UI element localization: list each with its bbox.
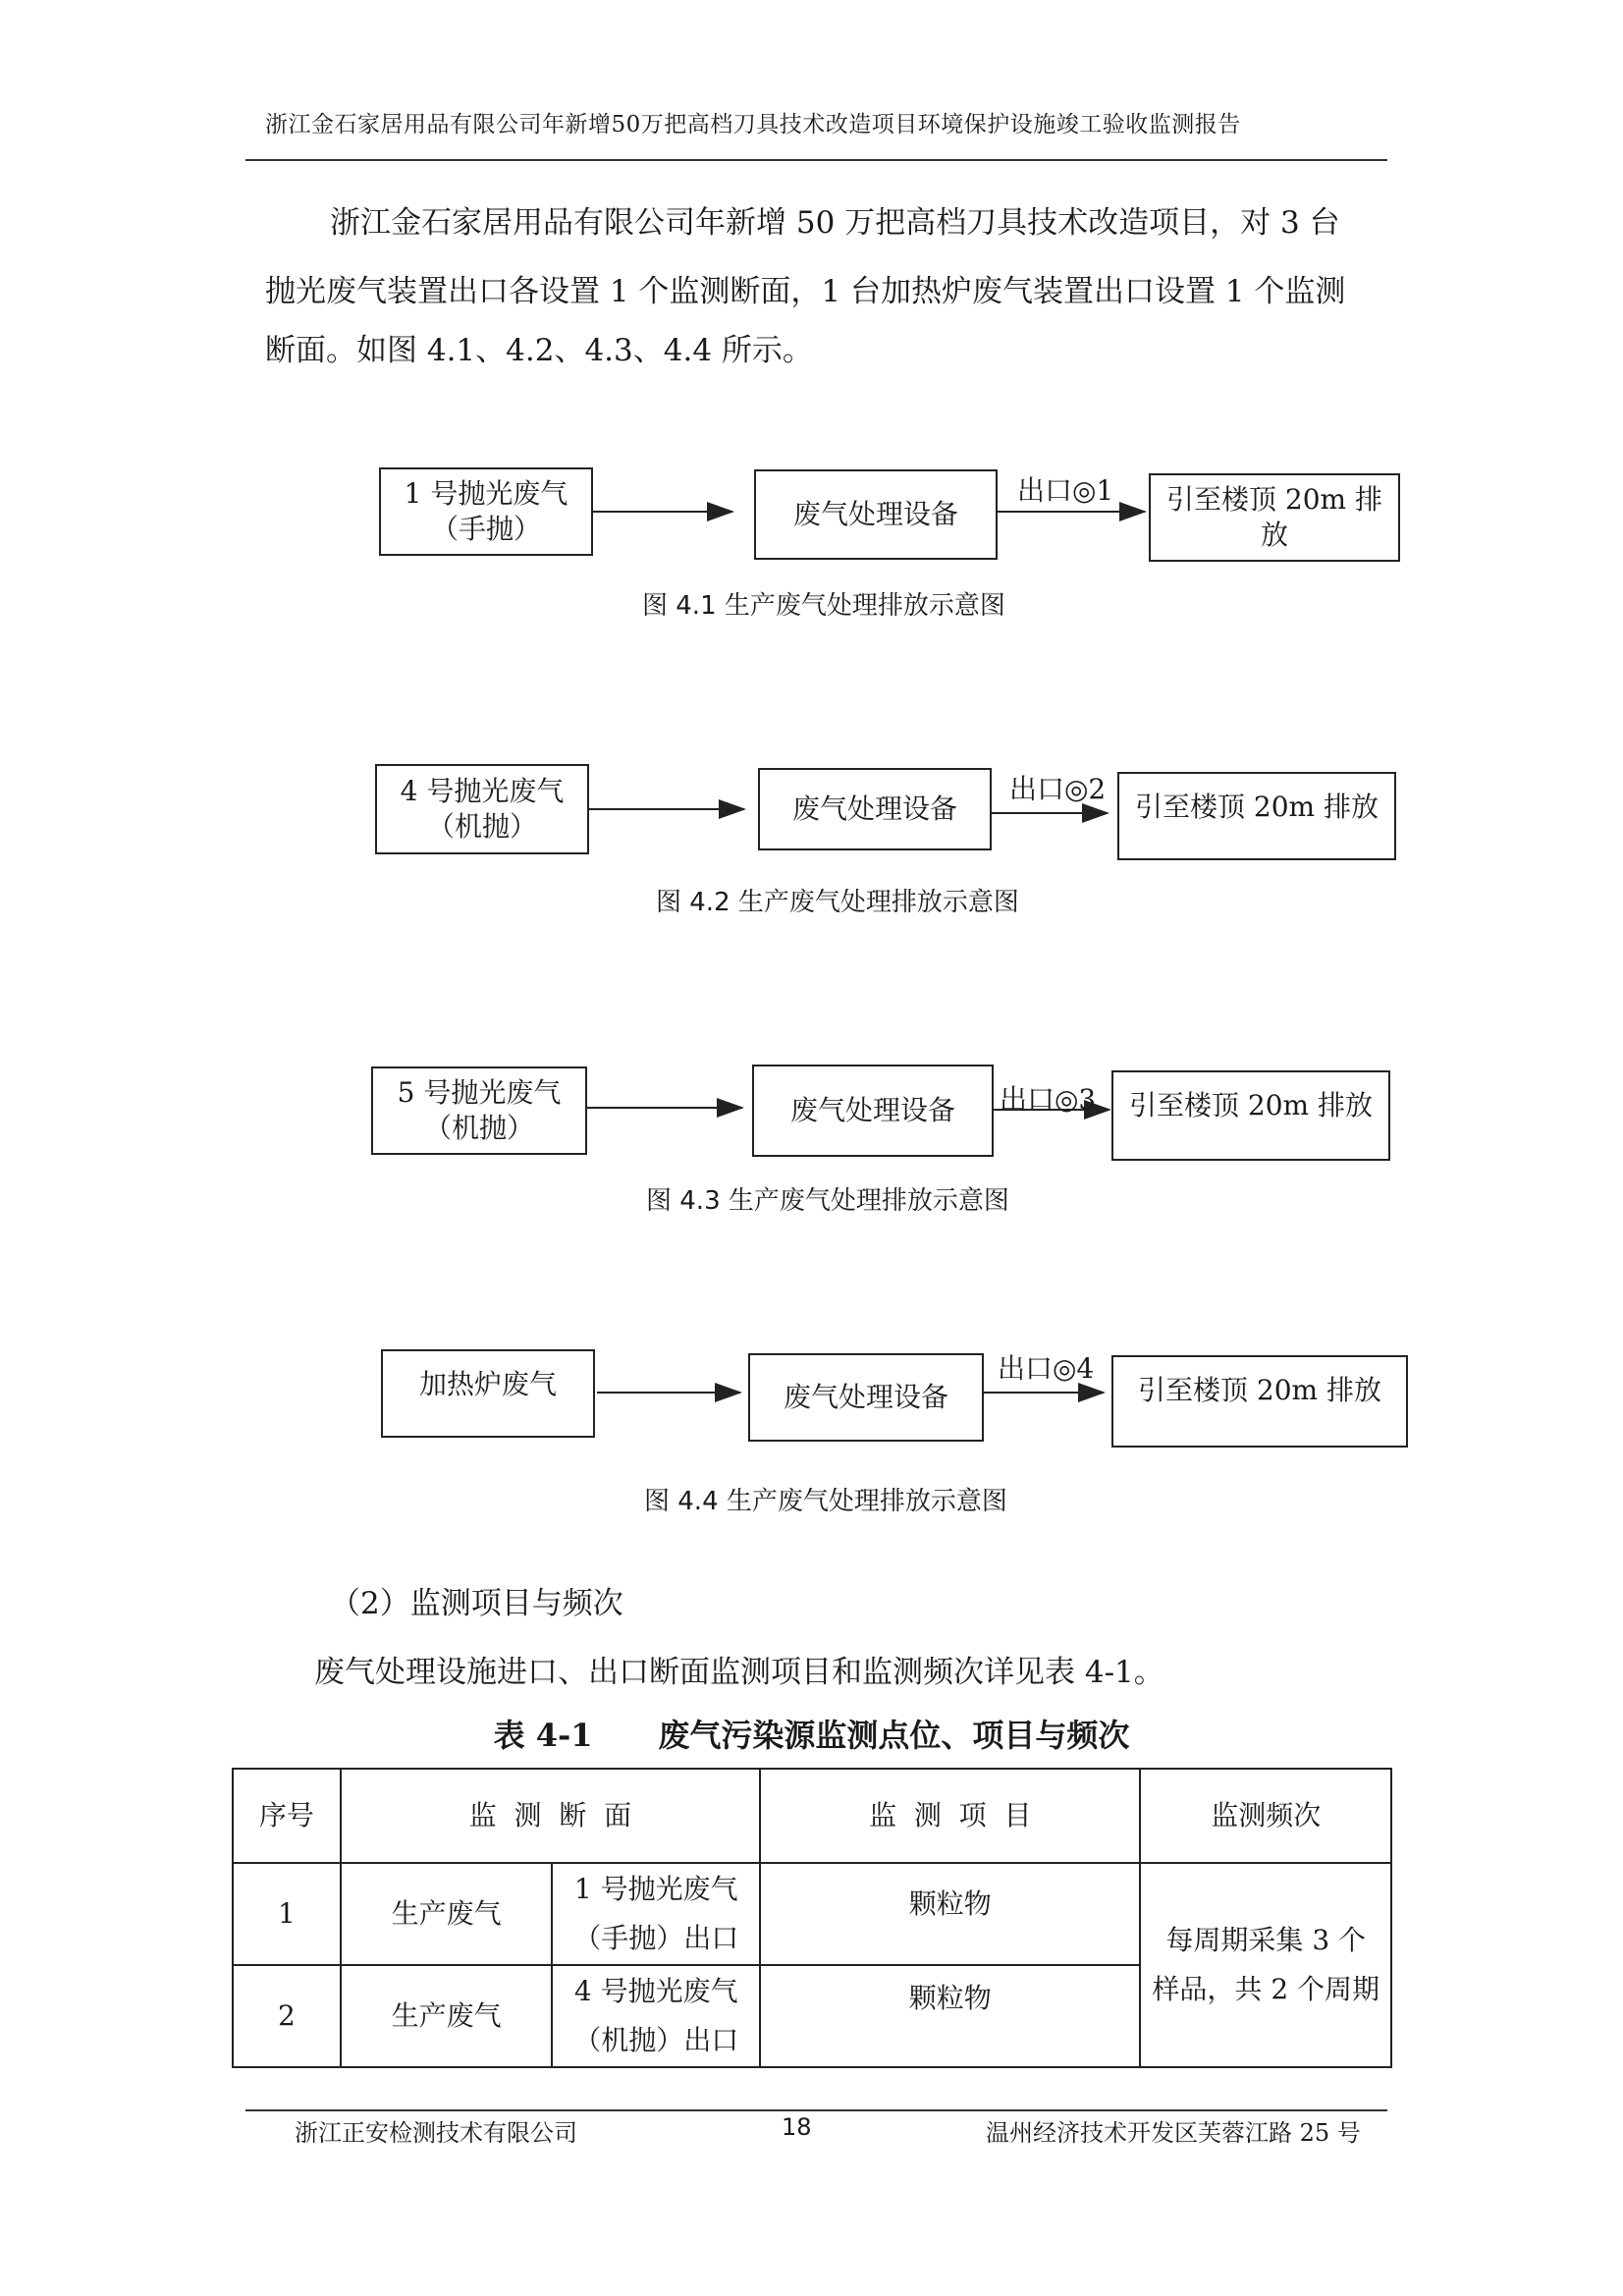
intro-line-1: 浙江金石家居用品有限公司年新增 50 万把高档刀具技术改造项目，对 3 台 bbox=[330, 205, 1340, 241]
diagram-1-process-label: 废气处理设备 bbox=[792, 498, 958, 530]
header-no: 序号 bbox=[233, 1769, 341, 1863]
diagram-1-process-box bbox=[754, 469, 998, 560]
table-caption: 表 4-1 废气污染源监测点位、项目与频次 bbox=[493, 1717, 1130, 1754]
diagram-1-source-line2: （手抛） bbox=[430, 513, 541, 545]
diagram-4-outlet-label: 出口◎4 bbox=[998, 1352, 1095, 1385]
header-items: 监 测 项 目 bbox=[760, 1769, 1140, 1863]
diagram-4-process-box bbox=[748, 1353, 984, 1442]
diagram-1-outlet-label: 出口◎1 bbox=[1017, 474, 1114, 507]
diagram-4-dest-line1: 引至楼顶 20m 排放 bbox=[1138, 1374, 1381, 1406]
diagram-4-dest-box bbox=[1111, 1355, 1408, 1448]
diagram-1-source-box bbox=[379, 467, 593, 556]
report-header: 浙江金石家居用品有限公司年新增50万把高档刀具技术改造项目环境保护设施竣工验收监测报告 bbox=[265, 112, 1241, 137]
footer-divider bbox=[245, 2109, 1387, 2111]
table-row bbox=[233, 1863, 1391, 1965]
figure-4-4-caption: 图 4.4 生产废气处理排放示意图 bbox=[644, 1487, 1007, 1516]
row-1-point-line1: 1 号抛光废气 bbox=[573, 1873, 738, 1905]
row-1-item: 颗粒物 bbox=[760, 1863, 1140, 1965]
diagram-3-dest-box bbox=[1111, 1070, 1390, 1161]
frequency-line1: 每周期采集 3 个 bbox=[1165, 1924, 1367, 1956]
diagram-2-source-line2: （机抛） bbox=[426, 810, 537, 843]
diagram-4-source-line1: 加热炉废气 bbox=[418, 1368, 557, 1400]
figure-4-3-caption: 图 4.3 生产废气处理排放示意图 bbox=[646, 1186, 1009, 1216]
figure-4-2-caption: 图 4.2 生产废气处理排放示意图 bbox=[656, 888, 1019, 917]
diagram-2-source-box bbox=[375, 764, 589, 854]
diagram-3-dest-line1: 引至楼顶 20m 排放 bbox=[1129, 1089, 1373, 1121]
row-2-point-line1: 4 号抛光废气 bbox=[573, 1975, 738, 2007]
section-text: 废气处理设施进口、出口断面监测项目和监测频次详见表 4-1。 bbox=[314, 1655, 1164, 1690]
diagram-1-dest-line1: 引至楼顶 20m 排 bbox=[1166, 483, 1382, 516]
diagram-2-source-line1: 4 号抛光废气 bbox=[400, 775, 565, 807]
diagram-3-source-box bbox=[371, 1066, 587, 1155]
row-2-no: 2 bbox=[233, 1965, 341, 2067]
intro-line-3: 断面。如图 4.1、4.2、4.3、4.4 所示。 bbox=[265, 333, 813, 368]
diagram-3-source-line1: 5 号抛光废气 bbox=[397, 1076, 562, 1109]
diagram-4-source-box bbox=[381, 1349, 595, 1438]
row-1-point-line2: （手抛）出口 bbox=[573, 1922, 739, 1954]
diagram-1-dest-line2: 放 bbox=[1260, 519, 1288, 551]
diagram-3-process-box bbox=[752, 1065, 994, 1157]
diagram-2-process-label: 废气处理设备 bbox=[791, 793, 957, 825]
diagram-1-dest-box bbox=[1149, 473, 1400, 562]
diagram-3-source-line2: （机抛） bbox=[423, 1112, 534, 1144]
diagram-3-outlet-label: 出口◎3 bbox=[1000, 1083, 1097, 1116]
intro-line-2: 抛光废气装置出口各设置 1 个监测断面，1 台加热炉废气装置出口设置 1 个监测 bbox=[265, 274, 1346, 309]
figure-4-1-caption: 图 4.1 生产废气处理排放示意图 bbox=[642, 591, 1005, 621]
monitoring-table bbox=[232, 1768, 1392, 2068]
header-section: 监 测 断 面 bbox=[341, 1769, 760, 1863]
row-2-type: 生产废气 bbox=[341, 1965, 553, 2067]
row-2-point-line2: （机抛）出口 bbox=[573, 2024, 739, 2056]
header-frequency: 监测频次 bbox=[1140, 1769, 1391, 1863]
diagram-2-dest-line1: 引至楼顶 20m 排放 bbox=[1135, 791, 1379, 823]
footer-page-number: 18 bbox=[782, 2113, 812, 2141]
diagram-1-source-line1: 1 号抛光废气 bbox=[404, 477, 568, 510]
table-header-row bbox=[233, 1769, 1391, 1863]
diagram-3-process-label: 废气处理设备 bbox=[789, 1094, 955, 1126]
row-1-point bbox=[552, 1863, 760, 1965]
diagram-2-dest-box bbox=[1117, 772, 1396, 860]
section-heading: （2）监测项目与频次 bbox=[330, 1586, 623, 1621]
diagram-4-process-label: 废气处理设备 bbox=[783, 1381, 948, 1413]
footer-address: 温州经济技术开发区芙蓉江路 25 号 bbox=[986, 2119, 1361, 2147]
footer-company: 浙江正安检测技术有限公司 bbox=[295, 2119, 577, 2147]
diagram-2-process-box bbox=[758, 768, 992, 850]
row-1-no: 1 bbox=[233, 1863, 341, 1965]
frequency-line2: 样品，共 2 个周期 bbox=[1152, 1973, 1380, 2005]
diagram-2-outlet-label: 出口◎2 bbox=[1009, 773, 1107, 805]
frequency-cell bbox=[1140, 1863, 1391, 2067]
row-2-point bbox=[552, 1965, 760, 2067]
row-1-type: 生产废气 bbox=[341, 1863, 553, 1965]
row-2-item: 颗粒物 bbox=[760, 1965, 1140, 2067]
